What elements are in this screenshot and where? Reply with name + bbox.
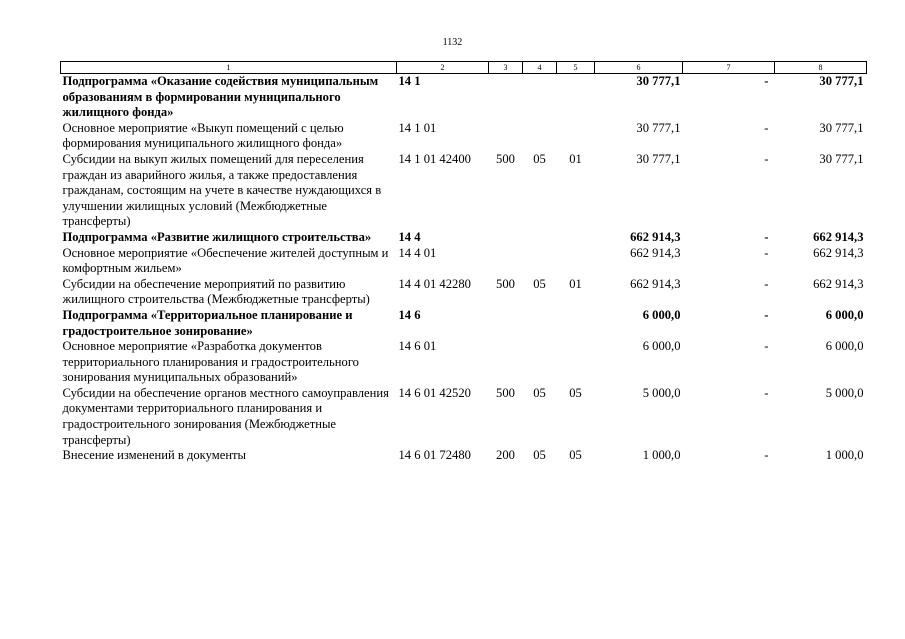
row-amount: 30 777,1	[636, 120, 681, 135]
row-change: -	[764, 151, 769, 166]
table-row	[61, 152, 867, 230]
table-row	[61, 74, 867, 121]
header-row	[61, 62, 867, 74]
row-name: Основное мероприятие «Выкуп помещений с целью формирования муниципального жилищного фонда»	[62, 120, 344, 151]
row-section: 05	[533, 276, 546, 291]
row-name: Основное мероприятие «Разработка документов территориального планирования и градостроительного зонирования муниципальных образований»	[62, 339, 359, 385]
row-total: 1 000,0	[825, 448, 864, 463]
page-number: 1132	[442, 37, 463, 48]
row-name: Подпрограмма «Территориальное планирование и градостроительное зонирование»	[62, 307, 353, 338]
row-amount: 1 000,0	[642, 448, 681, 463]
row-code: 14 1 01	[398, 120, 437, 135]
row-section	[523, 339, 557, 386]
row-section	[523, 308, 557, 339]
row-total: 6 000,0	[825, 339, 864, 354]
table-row	[61, 121, 867, 152]
row-code: 14 4 01	[398, 245, 437, 260]
row-name: Подпрограмма «Развитие жилищного строительства»	[62, 229, 372, 244]
row-code: 14 4	[398, 229, 421, 244]
row-subsection	[557, 74, 595, 121]
row-total: 5 000,0	[825, 385, 864, 400]
row-subsection	[557, 121, 595, 152]
row-subsection: 01	[569, 276, 582, 291]
row-change: -	[764, 385, 769, 400]
row-section: 05	[533, 151, 546, 166]
row-code: 14 6 01 42520	[398, 385, 471, 400]
table-row	[61, 277, 867, 308]
row-name: Субсидии на обеспечение органов местного самоуправления документами территориального планирования и градостроительного зонирования (Межбюджетные трансферты)	[62, 385, 389, 447]
row-subsection: 05	[569, 448, 582, 463]
table-row	[61, 448, 867, 464]
header-col-3: 3	[489, 62, 523, 74]
row-code: 14 6	[398, 307, 421, 322]
row-section	[523, 246, 557, 277]
row-total: 30 777,1	[819, 120, 864, 135]
row-section	[523, 74, 557, 121]
row-amount: 30 777,1	[636, 151, 681, 166]
header-col-1: 1	[61, 62, 397, 74]
header-col-6: 6	[595, 62, 683, 74]
row-name: Субсидии на обеспечение мероприятий по развитию жилищного строительства (Межбюджетные трансферты)	[62, 276, 370, 307]
header-col-2: 2	[397, 62, 489, 74]
row-change: -	[764, 245, 769, 260]
table-row	[61, 339, 867, 386]
row-subsection: 05	[569, 385, 582, 400]
row-change: -	[764, 229, 769, 244]
header-col-5: 5	[557, 62, 595, 74]
row-section	[523, 121, 557, 152]
table-body	[61, 74, 867, 464]
row-total: 662 914,3	[813, 276, 864, 291]
table-row	[61, 230, 867, 246]
row-change: -	[764, 120, 769, 135]
row-code: 14 4 01 42280	[398, 276, 471, 291]
row-amount: 662 914,3	[630, 245, 681, 260]
row-amount: 6 000,0	[642, 307, 681, 322]
table-row	[61, 308, 867, 339]
budget-table	[60, 61, 867, 464]
row-expense-type	[489, 121, 523, 152]
row-total: 6 000,0	[825, 307, 864, 322]
row-amount: 662 914,3	[630, 229, 681, 244]
table-row	[61, 386, 867, 448]
row-change: -	[764, 74, 769, 88]
row-code: 14 6 01	[398, 339, 437, 354]
row-expense-type: 500	[496, 151, 515, 166]
row-change: -	[764, 339, 769, 354]
row-total: 662 914,3	[813, 245, 864, 260]
header-col-4: 4	[523, 62, 557, 74]
row-expense-type: 500	[496, 276, 515, 291]
row-code: 14 6 01 72480	[398, 448, 471, 463]
row-code: 14 1	[398, 74, 421, 88]
row-amount: 6 000,0	[642, 339, 681, 354]
row-name: Основное мероприятие «Обеспечение жителей доступным и комфортным жильем»	[62, 245, 389, 276]
row-amount: 5 000,0	[642, 385, 681, 400]
row-expense-type: 500	[496, 385, 515, 400]
row-section: 05	[533, 448, 546, 463]
row-expense-type	[489, 308, 523, 339]
row-section: 05	[533, 385, 546, 400]
row-subsection	[557, 246, 595, 277]
row-expense-type	[489, 246, 523, 277]
row-code: 14 1 01 42400	[398, 151, 471, 166]
row-name: Субсидии на выкуп жилых помещений для переселения граждан из аварийного жилья, а также предоставления гражданам, состоящим на учете в качестве нуждающихся в улучшении жилищных условий (Межбюджетные трансферты)	[62, 151, 382, 229]
row-total: 30 777,1	[819, 151, 864, 166]
row-name: Подпрограмма «Оказание содействия муниципальным образованиям в формировании муниципального жилищного фонда»	[62, 74, 379, 120]
table-row	[61, 246, 867, 277]
row-amount: 662 914,3	[630, 276, 681, 291]
row-subsection: 01	[569, 151, 582, 166]
row-subsection	[557, 339, 595, 386]
row-change: -	[764, 276, 769, 291]
row-total: 662 914,3	[813, 229, 864, 244]
header-col-8: 8	[775, 62, 867, 74]
row-section	[523, 230, 557, 246]
row-expense-type	[489, 74, 523, 121]
row-expense-type	[489, 230, 523, 246]
row-subsection	[557, 230, 595, 246]
row-amount: 30 777,1	[636, 74, 681, 88]
row-change: -	[764, 448, 769, 463]
row-expense-type	[489, 339, 523, 386]
row-expense-type: 200	[496, 448, 515, 463]
header-col-7: 7	[683, 62, 775, 74]
row-change: -	[764, 307, 769, 322]
row-subsection	[557, 308, 595, 339]
row-total: 30 777,1	[819, 74, 864, 88]
row-name: Внесение изменений в документы	[62, 448, 247, 463]
